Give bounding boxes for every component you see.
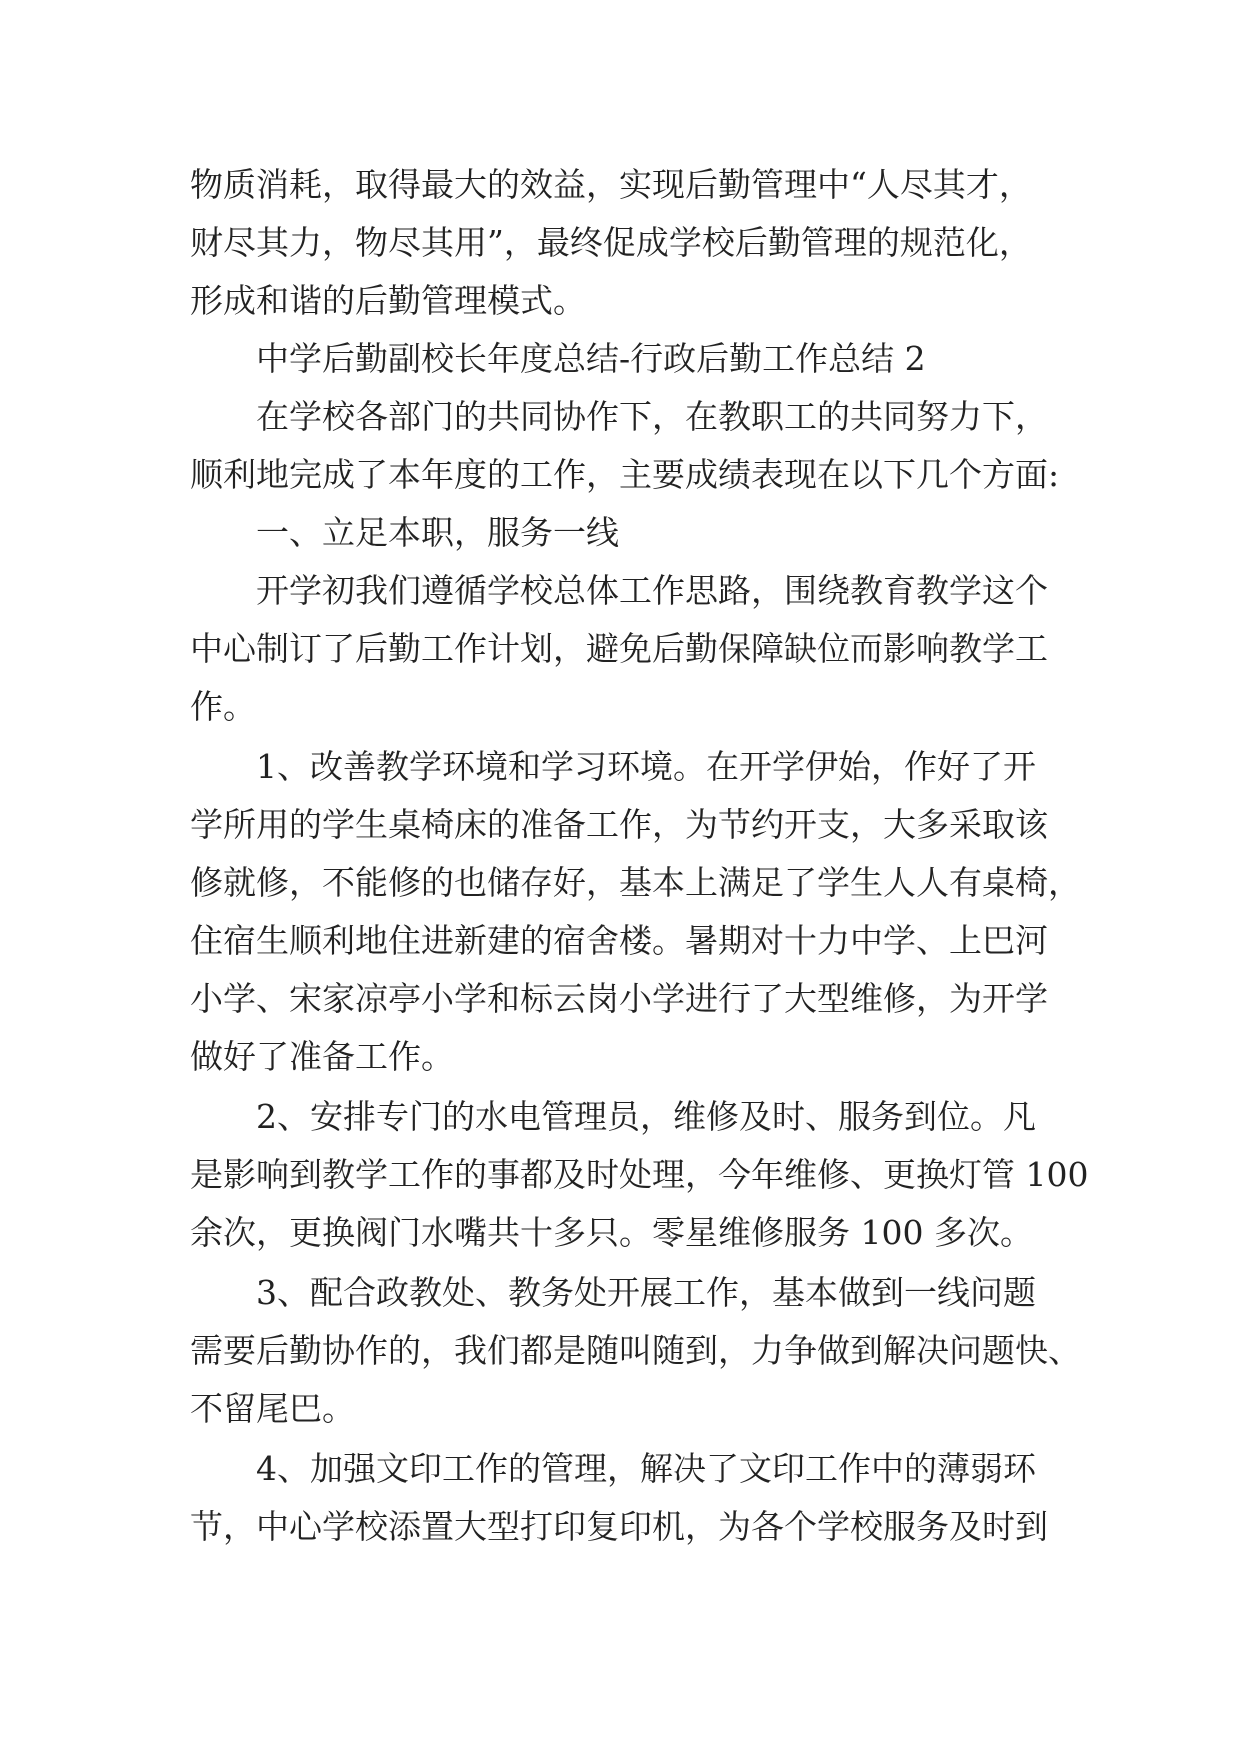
text-line: 中心制订了后勤工作计划，避免后勤保障缺位而影响教学工: [190, 629, 1048, 668]
text-line: 修就修，不能修的也储存好，基本上满足了学生人人有桌椅，: [190, 863, 1081, 902]
text-line: 3、配合政教处、教务处开展工作，基本做到一线问题: [256, 1273, 1036, 1312]
text-line: 财尽其力，物尽其用”，最终促成学校后勤管理的规范化，: [190, 223, 1032, 262]
text-line: 余次，更换阀门水嘴共十多只。零星维修服务 100 多次。: [190, 1213, 1033, 1252]
text-line: 小学、宋家凉亭小学和标云岗小学进行了大型维修，为开学: [190, 979, 1048, 1018]
subsection-heading: 一、立足本职，服务一线: [256, 513, 619, 552]
text-line: 开学初我们遵循学校总体工作思路，围绕教育教学这个: [256, 571, 1048, 610]
text-line: 学所用的学生桌椅床的准备工作，为节约开支，大多采取该: [190, 805, 1048, 844]
text-line: 做好了准备工作。: [190, 1037, 454, 1076]
text-line: 作。: [190, 687, 256, 726]
text-line: 4、加强文印工作的管理，解决了文印工作中的薄弱环: [256, 1449, 1036, 1488]
text-line: 是影响到教学工作的事都及时处理，今年维修、更换灯管 100: [190, 1155, 1089, 1194]
text-line: 2、安排专门的水电管理员，维修及时、服务到位。凡: [256, 1097, 1036, 1136]
text-line: 住宿生顺利地住进新建的宿舍楼。暑期对十力中学、上巴河: [190, 921, 1048, 960]
text-line: 在学校各部门的共同协作下，在教职工的共同努力下，: [256, 397, 1048, 436]
text-line: 顺利地完成了本年度的工作，主要成绩表现在以下几个方面:: [190, 455, 1060, 494]
section-heading: 中学后勤副校长年度总结-行政后勤工作总结 2: [256, 339, 926, 378]
text-line: 物质消耗，取得最大的效益，实现后勤管理中“人尽其才，: [190, 165, 1032, 204]
text-line: 1、改善教学环境和学习环境。在开学伊始，作好了开: [256, 747, 1036, 786]
text-line: 形成和谐的后勤管理模式。: [190, 281, 586, 320]
text-line: 不留尾巴。: [190, 1389, 355, 1428]
text-line: 节，中心学校添置大型打印复印机，为各个学校服务及时到: [190, 1507, 1048, 1546]
text-line: 需要后勤协作的，我们都是随叫随到，力争做到解决问题快、: [190, 1331, 1081, 1370]
